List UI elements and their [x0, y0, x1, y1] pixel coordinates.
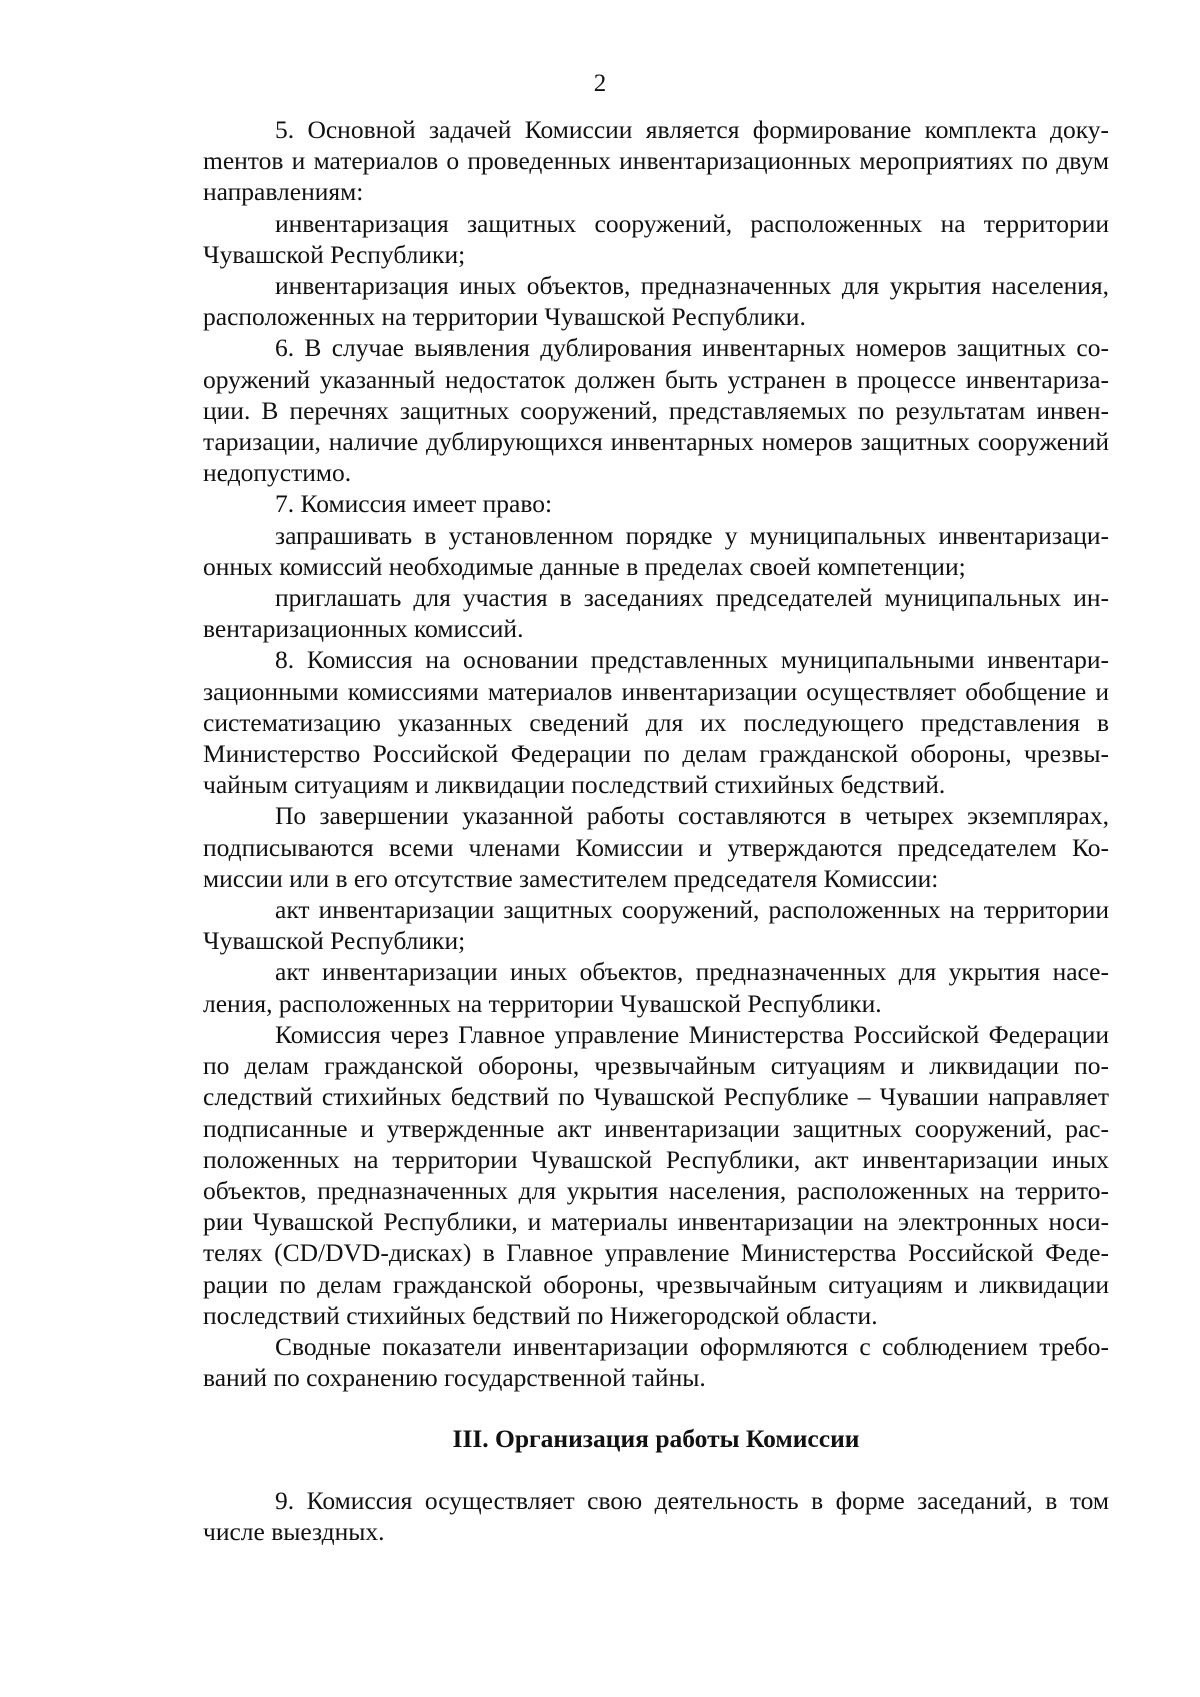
paragraph-6: 6. В случае выявления дублирования инвентарных номеров защитных сооружений указанный недостаток должен быть устранен в процессе инвентаризации. В перечнях защитных сооружений, представляемых по результатам инвентаризации, наличие дублирующихся инвентарных номеров защитных сооружений недопустимо.: [203, 333, 1109, 488]
paragraph-8-act-2: акт инвентаризации иных объектов, предназначенных для укрытия населения, расположенных на территории Чувашской Республики.: [203, 957, 1109, 1018]
paragraph-8-submission: Комиссия через Главное управление Министерства Российской Федерации по делам гражданской обороны, чрезвычайным ситуациям и ликвидации последствий стихийных бедствий по Чувашской Республике – Чувашии направляет подписанные и утвержденные акт инвентаризации защитных сооружений, расположенных на территории Чувашской Республики, акт инвентаризации иных объектов, предназначенных для укрытия населения, расположенных на территории Чувашской Республики, и материалы инвентаризации на электронных носителях (CD/DVD-дисках) в Главное управление Министерства Российской Федерации по делам гражданской обороны, чрезвычайным ситуациям и ликвидации последствий стихийных бедствий по Нижегородской области.: [203, 1019, 1109, 1330]
paragraph-7: 7. Комиссия имеет право:: [275, 489, 553, 519]
paragraph-5-item-1: инвентаризация защитных сооружений, расположенных на территории Чувашской Республики;: [203, 208, 1109, 269]
section-title: III. Организация работы Комиссии: [452, 1424, 860, 1454]
paragraph-8-secrecy: Сводные показатели инвентаризации оформляются с соблюдением требований по сохранению государственной тайны.: [203, 1331, 1109, 1393]
paragraph-5: 5. Основной задачей Комиссии является формирование комплекта докуmентов и материалов о проведенных инвентаризационных мероприятиях по двум направлениям:: [203, 115, 1109, 207]
paragraph-8: 8. Комиссия на основании представленных муниципальными инвентаризационными комиссиями материалов инвентаризации осуществляет обобщение и систематизацию указанных сведений для их последующего представления в Министерство Российской Федерации по делам гражданской обороны, чрезвычайным ситуациям и ликвидации последствий стихийных бедствий.: [203, 645, 1109, 800]
paragraph-7-item-2: приглашать для участия в заседаниях председателей муниципальных инвентаризационных комиссий.: [203, 583, 1109, 644]
paragraph-8-act-1: акт инвентаризации защитных сооружений, расположенных на территории Чувашской Республики;: [203, 895, 1109, 956]
paragraph-7-item-1: запрашивать в установленном порядке у муниципальных инвентаризационных комиссий необходимые данные в пределах своей компетенции;: [203, 520, 1109, 581]
page-number: 2: [593, 70, 607, 97]
paragraph-5-item-2: инвентаризация иных объектов, предназначенных для укрытия населения, расположенных на территории Чувашской Республики.: [203, 271, 1109, 332]
paragraph-8-completion: По завершении указанной работы составляются в четырех экземплярах, подписываются всеми членами Комиссии и утверждаются председателем Комиссии или в его отсутствие заместителем председателя Комиссии:: [203, 801, 1109, 893]
document-body: [203, 114, 1109, 1547]
paragraph-9: 9. Комиссия осуществляет свою деятельность в форме заседаний, в том числе выездных.: [203, 1485, 1109, 1546]
